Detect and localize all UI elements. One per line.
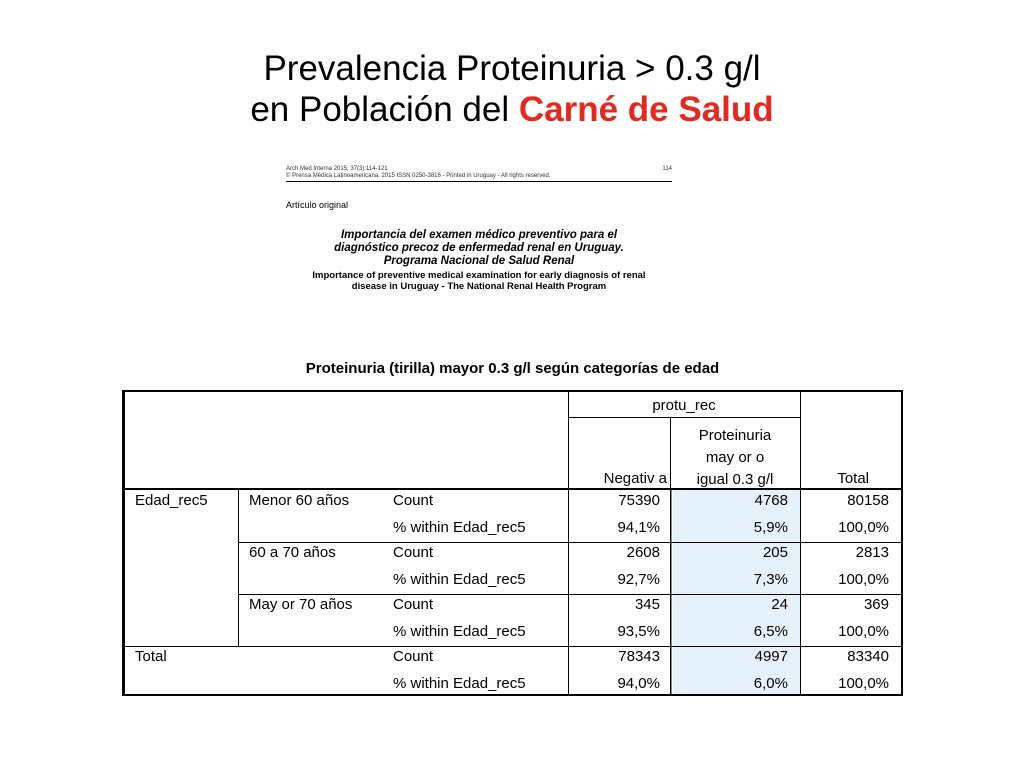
article-title-en-line: Importance of preventive medical examination for early diagnosis of renal <box>312 270 646 281</box>
article-rule <box>286 181 672 182</box>
row-rule <box>125 646 903 647</box>
pct-total: 100,0% <box>838 623 889 640</box>
article-title-es-line: diagnóstico precoz de enfermedad renal en Uruguay. <box>334 242 624 254</box>
count-proteinuria: 4768 <box>754 492 788 509</box>
count-total: 2813 <box>855 544 889 561</box>
pct-proteinuria: 5,9% <box>753 519 788 536</box>
group-header-rule <box>568 417 800 418</box>
pct-label: % within Edad_rec5 <box>393 623 526 640</box>
group-header: protu_rec <box>652 397 716 414</box>
title-highlight: Carné de Salud <box>518 90 774 129</box>
page-number: 114 <box>662 166 672 172</box>
category-label: Menor 60 años <box>249 492 350 509</box>
count-proteinuria: 205 <box>762 544 788 561</box>
col-header-proteinuria-line: Proteinuria <box>698 427 772 444</box>
table-top-border <box>125 390 903 392</box>
pct-label: % within Edad_rec5 <box>393 571 526 588</box>
title-line-2 <box>0 89 1024 130</box>
count-negativa: 2608 <box>626 544 660 561</box>
article-title-en-line: disease in Uruguay - The National Renal Health Program <box>351 281 607 292</box>
pct-negativa: 92,7% <box>617 571 660 588</box>
count-label: Count <box>393 596 434 613</box>
pct-proteinuria: 6,0% <box>753 675 788 692</box>
copyright-line: © Prensa Médica Latinoamericana. 2015 ISSN 0250-3816 - Printed in Uruguay - All rights reserved. <box>286 173 551 179</box>
row-rule <box>238 594 903 595</box>
pct-negativa: 94,1% <box>617 519 660 536</box>
table-title: Proteinuria (tirilla) mayor 0.3 g/l según categorías de edad <box>305 360 720 377</box>
count-label: Count <box>393 492 434 509</box>
article-title-en <box>286 270 672 292</box>
category-col-divider <box>238 490 239 647</box>
count-negativa: 75390 <box>618 492 660 509</box>
article-excerpt <box>286 166 672 306</box>
count-label: Count <box>393 648 434 665</box>
count-total: 83340 <box>847 648 889 665</box>
article-title-es <box>286 229 672 268</box>
journal-citation: Arch Med Interna 2015; 37(3):114-121 <box>286 166 388 172</box>
pct-label: % within Edad_rec5 <box>393 675 526 692</box>
pct-total: 100,0% <box>838 675 889 692</box>
count-proteinuria: 4997 <box>754 648 788 665</box>
article-title-es-line: Importancia del examen médico preventivo para el <box>340 229 618 241</box>
row-rule <box>238 542 903 543</box>
col-header-proteinuria <box>670 425 800 491</box>
article-title-es-line: Programa Nacional de Salud Renal <box>383 255 575 267</box>
article-type: Artículo original <box>286 200 349 210</box>
count-negativa: 345 <box>634 596 660 613</box>
pct-total: 100,0% <box>838 571 889 588</box>
title-line-1: Prevalencia Proteinuria > 0.3 g/l <box>263 49 761 88</box>
count-total: 369 <box>863 596 889 613</box>
pct-label: % within Edad_rec5 <box>393 519 526 536</box>
article-header <box>286 166 672 180</box>
crosstab-table <box>122 390 903 696</box>
count-negativa: 78343 <box>618 648 660 665</box>
pct-negativa: 93,5% <box>617 623 660 640</box>
slide-title <box>0 48 1024 130</box>
count-label: Count <box>393 544 434 561</box>
col-header-total: Total <box>837 470 869 487</box>
title-line-2-prefix: en Población del <box>250 90 519 129</box>
pct-negativa: 94,0% <box>617 675 660 692</box>
pct-proteinuria: 6,5% <box>753 623 788 640</box>
col-header-negativa: Negativ a <box>603 470 667 487</box>
category-label: May or 70 años <box>249 596 353 613</box>
pct-total: 100,0% <box>838 519 889 536</box>
col-header-proteinuria-line: igual 0.3 g/l <box>696 471 774 488</box>
row-variable-label: Edad_rec5 <box>135 492 208 509</box>
category-label: 60 a 70 años <box>249 544 336 561</box>
col-header-proteinuria-line: may or o <box>705 449 765 466</box>
pct-proteinuria: 7,3% <box>753 571 788 588</box>
count-total: 80158 <box>847 492 889 509</box>
total-row-label: Total <box>135 648 167 665</box>
count-proteinuria: 24 <box>771 596 788 613</box>
